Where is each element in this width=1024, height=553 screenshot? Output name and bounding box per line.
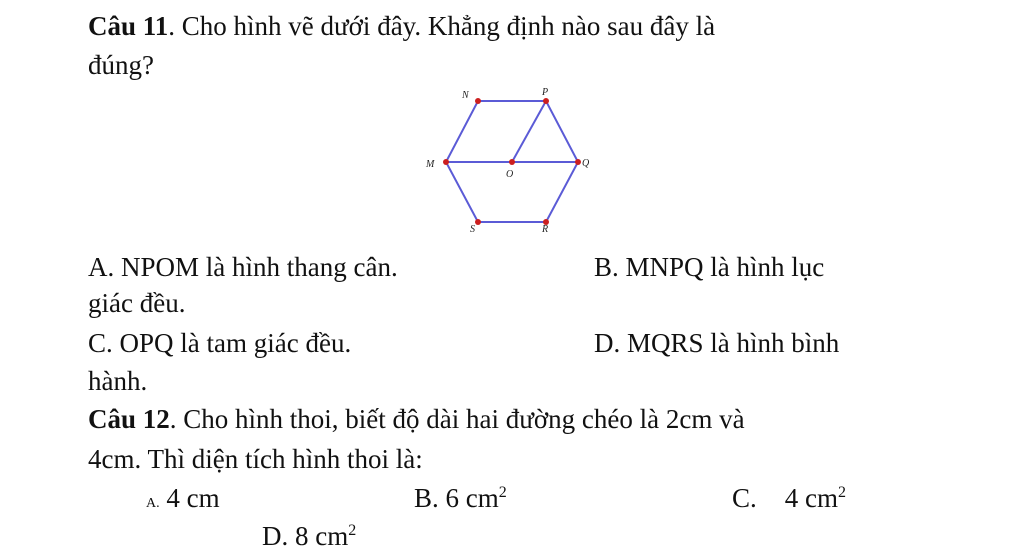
vertex-o bbox=[509, 159, 515, 165]
q11-option-b-cont: giác đều. bbox=[88, 288, 186, 318]
vertex-p bbox=[543, 98, 549, 104]
segment-op bbox=[512, 101, 546, 162]
q11-option-b: B. MNPQ là hình lục bbox=[594, 252, 825, 282]
vertex-m bbox=[443, 159, 449, 165]
q11-option-a: A. NPOM là hình thang cân. bbox=[88, 252, 398, 282]
q12-option-a-text: 4 cm bbox=[166, 483, 220, 513]
q12-option-d-sup: 2 bbox=[348, 522, 357, 539]
vertex-q bbox=[575, 159, 581, 165]
q11-number: Câu 11 bbox=[88, 11, 169, 41]
vertex-s bbox=[475, 219, 481, 225]
q12-option-a-letter: A. bbox=[146, 496, 160, 511]
q11-stem-line1 bbox=[88, 9, 715, 43]
q11-text: . Cho hình vẽ dưới đây. Khẳng định nào sau đây là bbox=[168, 11, 716, 41]
q12-option-b-sup: 2 bbox=[498, 484, 507, 501]
q12-option-d bbox=[262, 519, 356, 553]
label-s: S bbox=[470, 224, 475, 235]
label-o: O bbox=[506, 169, 514, 180]
q12-option-c-text: 4 cm bbox=[784, 483, 839, 513]
q12-option-d-text: D. 8 cm bbox=[262, 521, 349, 551]
q11-option-d-cont: hành. bbox=[88, 366, 148, 396]
q12-option-c-sup: 2 bbox=[838, 484, 847, 501]
label-m: M bbox=[426, 159, 435, 170]
q12-option-c-letter: C. bbox=[732, 483, 757, 513]
q12-number: Câu 12 bbox=[88, 404, 170, 434]
q12-option-b-text: B. 6 cm bbox=[414, 483, 499, 513]
hexagon-figure bbox=[410, 84, 610, 236]
label-r: R bbox=[542, 224, 549, 235]
label-q: Q bbox=[582, 158, 590, 169]
q12-option-a bbox=[146, 481, 220, 521]
label-n: N bbox=[462, 90, 469, 101]
q11-option-d: D. MQRS là hình bình bbox=[594, 328, 840, 358]
label-p: P bbox=[542, 87, 549, 98]
vertex-n bbox=[475, 98, 481, 104]
q12-option-c bbox=[732, 481, 846, 515]
q12-stem-line2: 4cm. Thì diện tích hình thoi là: bbox=[88, 444, 423, 474]
q12-option-b bbox=[414, 481, 507, 515]
q11-option-c: C. OPQ là tam giác đều. bbox=[88, 328, 352, 358]
q12-stem-line1 bbox=[88, 402, 745, 436]
q12-text: . Cho hình thoi, biết độ dài hai đường chéo là 2cm và bbox=[169, 404, 745, 434]
q11-stem-line2: đúng? bbox=[88, 50, 154, 80]
